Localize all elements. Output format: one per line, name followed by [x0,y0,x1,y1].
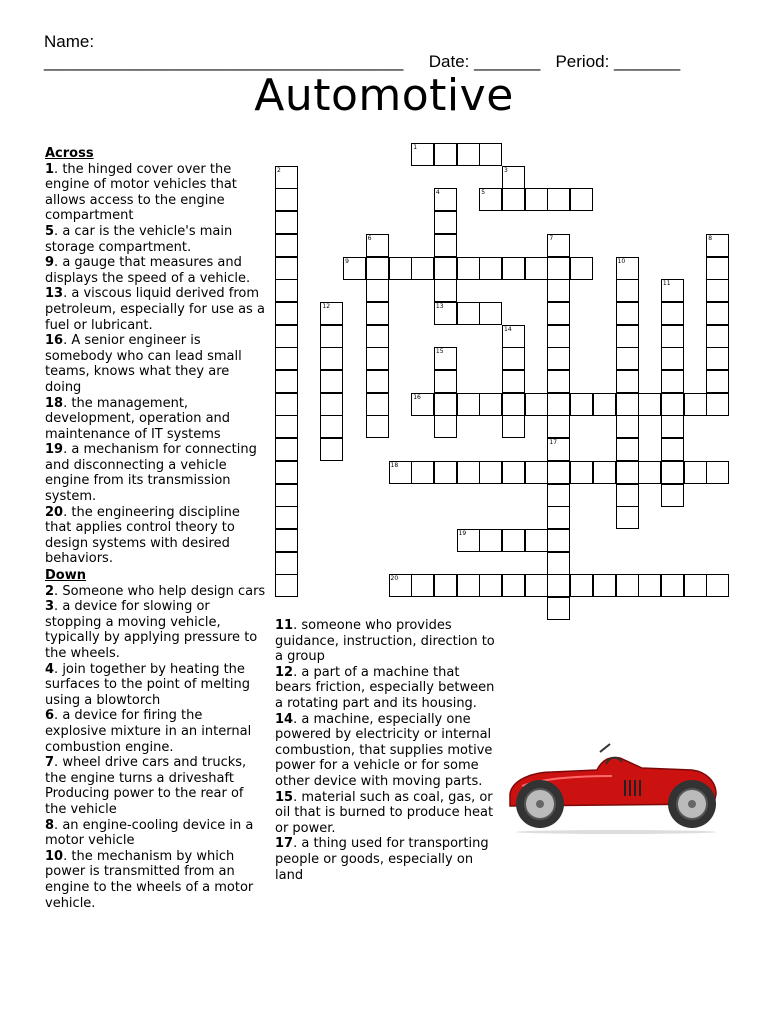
clue-text: a machine, especially one powered by electricity or internal combustion, that supplies motive power for a vehicle or for some other device with moving parts. [275,711,493,789]
clue-number: 9 [45,255,55,271]
grid-cell[interactable] [616,506,639,529]
grid-cell[interactable] [502,529,525,552]
grid-cell[interactable] [706,302,729,325]
grid-cell[interactable] [343,257,366,280]
clue-item: 4. join together by heating the surfaces to the point of melting using a blowtorch [45,661,251,708]
grid-cell[interactable] [616,461,639,484]
grid-cell[interactable] [502,347,525,370]
grid-cell[interactable] [457,574,480,597]
grid-cell[interactable] [661,438,684,461]
clue-text: a thing used for transporting people or goods, especially on land [275,836,489,883]
clue-item: 6. a device for firing the explosive mixture in an internal combustion engine. [45,708,252,755]
grid-cell[interactable] [706,393,729,416]
grid-cell[interactable] [411,257,434,280]
grid-cell[interactable] [457,302,480,325]
grid-cell[interactable] [502,393,525,416]
clue-number: 13 [45,286,64,302]
grid-cell[interactable] [366,370,389,393]
grid-cell[interactable] [502,325,525,348]
clue-text: a car is the vehicle's main storage compartment. [45,223,233,255]
grid-cell[interactable] [706,279,729,302]
grid-cell[interactable] [411,574,434,597]
grid-cell[interactable] [457,393,480,416]
grid-cell[interactable] [434,302,457,325]
grid-cell[interactable] [661,279,684,302]
grid-cell[interactable] [570,393,593,416]
grid-cell[interactable] [275,188,298,211]
grid-cell[interactable] [366,234,389,257]
grid-cell[interactable] [411,461,434,484]
grid-cell[interactable] [502,188,525,211]
grid-cell[interactable] [684,461,707,484]
clue-number: 6 [45,708,55,724]
clue-number: 15 [275,789,294,805]
clue-number: 11 [275,618,294,633]
grid-cell[interactable] [275,370,298,393]
cell-number: 14 [504,325,512,333]
clue-text: material such as coal, gas, or oil that is burned to produce heat or power. [275,789,494,836]
clue-item: 3. a device for slowing or stopping a moving vehicle, typically by applying pressure to the wheels. [45,599,258,661]
grid-cell[interactable] [434,143,457,166]
grid-cell[interactable] [320,370,343,393]
grid-cell[interactable] [320,415,343,438]
grid-cell[interactable] [547,188,570,211]
grid-cell[interactable] [479,302,502,325]
grid-cell[interactable] [684,574,707,597]
cell-number: 7 [549,234,554,242]
grid-cell[interactable] [593,461,616,484]
clue-text: the mechanism by which power is transmitted from an engine to the wheels of a motor vehicle. [45,848,254,911]
clue-item: 20. the engineering discipline that applies control theory to design systems with desired behaviors. [45,504,240,567]
grid-cell[interactable] [616,302,639,325]
grid-cell[interactable] [434,188,457,211]
grid-cell[interactable] [684,393,707,416]
down-clues-continued [275,618,497,883]
grid-cell[interactable] [547,415,570,438]
clue-text: a part of a machine that bears friction, especially between a rotating part and its housing. [275,664,495,711]
grid-cell[interactable] [616,415,639,438]
cell-number: 15 [435,348,444,356]
grid-cell[interactable] [434,279,457,302]
clue-number: 10 [45,848,64,864]
grid-cell[interactable] [502,461,525,484]
grid-cell[interactable] [366,325,389,348]
clue-number: 2 [45,583,55,599]
clue-number: 16 [45,333,64,349]
grid-cell[interactable] [275,552,298,575]
grid-cell[interactable] [547,370,570,393]
grid-cell[interactable] [411,393,434,416]
grid-cell[interactable] [547,529,570,552]
clue-text: a viscous liquid derived from petroleum, especially for use as a fuel or lubricant. [45,286,265,333]
cell-number: 17 [549,439,558,447]
clue-text: the engineering discipline that applies control theory to design systems with desired behaviors. [45,504,240,567]
clue-text: A senior engineer is somebody who can lead small teams, knows what they are doing [45,333,242,395]
grid-cell[interactable] [275,461,298,484]
grid-cell[interactable] [661,461,684,484]
grid-cell[interactable] [275,529,298,552]
grid-cell[interactable] [389,461,412,484]
clue-item: 5. a car is the vehicle's main storage compartment. [45,223,233,255]
grid-cell[interactable] [525,188,548,211]
front-wheel [516,780,564,828]
grid-cell[interactable] [661,574,684,597]
across-clues [45,146,267,911]
grid-cell[interactable] [479,393,502,416]
grid-cell[interactable] [366,279,389,302]
grid-cell[interactable] [706,370,729,393]
grid-cell[interactable] [547,506,570,529]
cell-number: 1 [413,144,418,151]
clue-item: 12. a part of a machine that bears friction, especially between a rotating part and its housing. [275,664,495,711]
clue-number: 20 [45,504,64,520]
grid-cell[interactable] [638,574,661,597]
name-field[interactable]: Name: ______________________________________ [44,32,404,71]
grid-cell[interactable] [275,279,298,302]
worksheet-header [44,32,734,72]
grid-cell[interactable] [547,234,570,257]
race-car-image [502,742,722,834]
clue-text: wheel drive cars and trucks, the engine turns a driveshaft Producing power to the rear of the vehicle [45,755,247,817]
grid-cell[interactable] [616,325,639,348]
grid-cell[interactable] [479,529,502,552]
grid-cell[interactable] [547,325,570,348]
grid-cell[interactable] [706,325,729,348]
grid-cell[interactable] [479,188,502,211]
grid-cell[interactable] [320,438,343,461]
clue-item: 11. someone who provides guidance, instruction, direction to a group [275,618,495,665]
grid-cell[interactable] [616,393,639,416]
grid-cell[interactable] [525,574,548,597]
grid-cell[interactable] [638,461,661,484]
rear-wheel [668,780,716,828]
clue-item: 1. the hinged cover over the engine of motor vehicles that allows access to the engine compartment [45,161,237,224]
grid-cell[interactable] [275,234,298,257]
grid-cell[interactable] [547,597,570,620]
grid-cell[interactable] [457,461,480,484]
cell-number: 11 [662,280,671,288]
clue-item: 14. a machine, especially one powered by electricity or internal combustion, that supplies motive power for a vehicle or for some other device with moving parts. [275,711,493,789]
grid-cell[interactable] [570,574,593,597]
grid-cell[interactable] [389,257,412,280]
cell-number: 13 [435,302,444,310]
clue-item: 16. A senior engineer is somebody who can lead small teams, knows what they are doing [45,333,242,395]
grid-cell[interactable] [275,302,298,325]
grid-cell[interactable] [366,302,389,325]
grid-cell[interactable] [547,552,570,575]
clue-number: 5 [45,223,55,239]
grid-cell[interactable] [661,325,684,348]
cell-number: 18 [390,461,399,469]
clue-number: 8 [45,817,55,833]
clue-item: 15. material such as coal, gas, or oil that is burned to produce heat or power. [275,789,494,836]
cell-number: 9 [345,257,349,265]
cell-number: 6 [367,234,372,242]
grid-cell[interactable] [525,529,548,552]
grid-cell[interactable] [706,234,729,257]
grid-cell[interactable] [434,257,457,280]
grid-cell[interactable] [661,484,684,507]
cell-number: 4 [435,189,440,197]
grid-cell[interactable] [502,415,525,438]
grid-cell[interactable] [366,393,389,416]
clue-number: 4 [45,661,55,677]
down-heading: Down [45,568,86,584]
grid-cell[interactable] [616,574,639,597]
grid-cell[interactable] [434,393,457,416]
grid-cell[interactable] [366,257,389,280]
grid-cell[interactable] [320,347,343,370]
grid-cell[interactable] [479,574,502,597]
grid-cell[interactable] [411,143,434,166]
grid-cell[interactable] [661,302,684,325]
clue-number: 7 [45,755,55,771]
clue-number: 19 [45,442,64,458]
grid-cell[interactable] [366,347,389,370]
clue-number: 3 [45,599,55,615]
clue-number: 17 [275,836,294,852]
cell-number: 12 [322,302,331,310]
grid-cell[interactable] [616,257,639,280]
grid-cell[interactable] [547,574,570,597]
grid-cell[interactable] [547,393,570,416]
clue-item: 18. the management, development, operation and maintenance of IT systems [45,395,231,442]
grid-cell[interactable] [570,257,593,280]
grid-cell[interactable] [616,438,639,461]
grid-cell[interactable] [593,393,616,416]
grid-cell[interactable] [502,370,525,393]
cell-number: 19 [458,529,467,537]
clue-text: the management, development, operation and maintenance of IT systems [45,395,231,442]
page-title: Automotive [254,70,514,121]
grid-cell[interactable] [457,257,480,280]
grid-cell[interactable] [275,393,298,416]
grid-cell[interactable] [616,370,639,393]
clue-text: join together by heating the surfaces to the point of melting using a blowtorch [45,661,251,708]
grid-cell[interactable] [547,347,570,370]
grid-cell[interactable] [570,188,593,211]
cell-number: 10 [617,257,626,265]
grid-cell[interactable] [320,302,343,325]
clue-text: a gauge that measures and displays the speed of a vehicle. [45,255,251,286]
date-field[interactable]: Date: _______ [428,52,541,71]
clue-item: 13. a viscous liquid derived from petroleum, especially for use as a fuel or lubricant. [45,286,265,333]
clue-text: Someone who help design cars [62,583,266,599]
grid-cell[interactable] [616,347,639,370]
grid-cell[interactable] [275,257,298,280]
grid-cell[interactable] [616,484,639,507]
grid-cell[interactable] [706,574,729,597]
grid-cell[interactable] [525,257,548,280]
grid-cell[interactable] [593,574,616,597]
cell-number: 8 [708,234,713,242]
grid-cell[interactable] [547,257,570,280]
grid-cell[interactable] [320,325,343,348]
cell-number: 2 [277,166,281,174]
clue-text: a device for slowing or stopping a moving vehicle, typically by applying pressure to the wheels. [45,599,258,661]
clue-text: a device for firing the explosive mixture in an internal combustion engine. [45,708,252,755]
grid-cell[interactable] [275,347,298,370]
grid-cell[interactable] [525,393,548,416]
grid-cell[interactable] [275,574,298,597]
grid-cell[interactable] [275,484,298,507]
clue-text: a mechanism for connecting and disconnecting a vehicle engine from its transmission system. [45,442,257,505]
grid-cell[interactable] [275,415,298,438]
grid-cell[interactable] [479,461,502,484]
grid-cell[interactable] [547,461,570,484]
grid-cell[interactable] [547,484,570,507]
clue-item: 9. a gauge that measures and displays the speed of a vehicle. [45,255,251,286]
clue-text: the hinged cover over the engine of motor vehicles that allows access to the engine compartment [45,161,237,224]
clue-item: 8. an engine-cooling device in a motor vehicle [45,817,254,849]
grid-cell[interactable] [479,143,502,166]
grid-cell[interactable] [706,257,729,280]
grid-cell[interactable] [457,143,480,166]
clue-number: 18 [45,395,64,411]
grid-cell[interactable] [570,461,593,484]
grid-cell[interactable] [638,393,661,416]
clue-text: an engine-cooling device in a motor vehicle [45,817,254,849]
grid-cell[interactable] [434,415,457,438]
grid-cell[interactable] [502,574,525,597]
across-heading: Across [45,146,94,161]
grid-cell[interactable] [661,415,684,438]
clue-item: 10. the mechanism by which power is transmitted from an engine to the wheels of a motor vehicle. [45,848,254,911]
grid-cell[interactable] [661,393,684,416]
cell-number: 3 [504,166,508,174]
grid-cell[interactable] [275,211,298,234]
clue-number: 12 [275,664,294,680]
grid-cell[interactable] [434,211,457,234]
clue-item: 17. a thing used for transporting people or goods, especially on land [275,836,489,883]
cell-number: 20 [390,575,399,583]
grid-cell[interactable] [434,347,457,370]
grid-cell[interactable] [706,347,729,370]
grid-cell[interactable] [434,234,457,257]
clue-item: 19. a mechanism for connecting and disconnecting a vehicle engine from its transmission system. [45,442,257,505]
grid-cell[interactable] [275,506,298,529]
grid-cell[interactable] [275,438,298,461]
cell-number: 16 [413,393,421,401]
grid-cell[interactable] [616,279,639,302]
grid-cell[interactable] [457,529,480,552]
grid-cell[interactable] [661,370,684,393]
clue-item: 2. Someone who help design cars [45,583,266,599]
grid-cell[interactable] [434,461,457,484]
grid-cell[interactable] [366,415,389,438]
grid-cell[interactable] [525,461,548,484]
grid-cell[interactable] [502,257,525,280]
grid-cell[interactable] [434,574,457,597]
grid-cell[interactable] [547,302,570,325]
grid-cell[interactable] [479,257,502,280]
grid-cell[interactable] [547,279,570,302]
grid-cell[interactable] [502,166,525,189]
cell-number: 5 [481,189,486,197]
grid-cell[interactable] [275,166,298,189]
clue-number: 1 [45,161,55,177]
grid-cell[interactable] [320,393,343,416]
grid-cell[interactable] [547,438,570,461]
clue-item: 7. wheel drive cars and trucks, the engine turns a driveshaft Producing power to the rear of the vehicle [45,755,247,817]
grid-cell[interactable] [434,370,457,393]
grid-cell[interactable] [706,461,729,484]
clue-text: someone who provides guidance, instruction, direction to a group [275,618,495,665]
grid-cell[interactable] [661,347,684,370]
period-field[interactable]: Period: _______ [555,52,681,71]
grid-cell[interactable] [389,574,412,597]
grid-cell[interactable] [275,325,298,348]
clue-number: 14 [275,711,294,727]
